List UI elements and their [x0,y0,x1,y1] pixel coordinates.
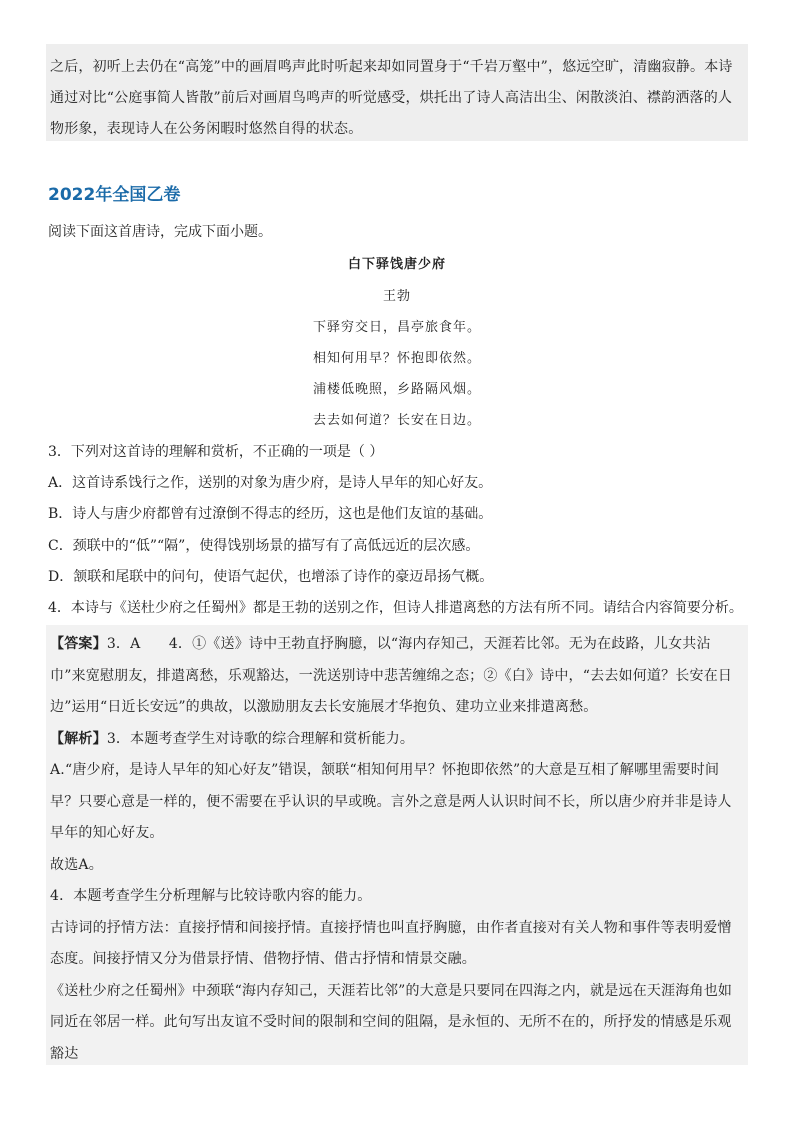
poem-line: 下驿穷交日，昌亭旅食年。 [312,320,481,335]
option-a: A．这首诗系饯行之作，送别的对象为唐少府，是诗人早年的知心好友。 [48,475,493,491]
answer-paragraph [50,629,744,724]
analysis-paragraph: 古诗词的抒情方法：直接抒情和间接抒情。直接抒情也叫直抒胸臆，由作者直接对有关人物和事件等表明爱憎态度。间接抒情又分为借景抒情、借物抒情、借古抒情和情景交融。 [50,919,732,967]
poem-line: 浦楼低晚照，乡路隔风烟。 [312,382,481,397]
previous-analysis-box [46,44,748,141]
answer-label: 【答案】 [50,636,107,652]
question-4-stem: 4．本诗与《送杜少府之任蜀州》都是王勃的送别之作，但诗人排遣离愁的方法有所不同。请结合内容简要分析。 [48,600,743,616]
question-3-stem: 3．下列对这首诗的理解和赏析，不正确的一项是（ ） [48,444,384,460]
analysis-paragraph: A.“唐少府，是诗人早年的知心好友”错误，颔联“相知何用早？怀抱即依然”的大意是互相了解哪里需要时间早？只要心意是一样的，便不需要在乎认识的早或晚。言外之意是两人认识时间不长，所以唐少府并非是诗人早年的知心好友。 [50,762,732,841]
analysis-first-line: 3．本题考查学生对诗歌的综合理解和赏析能力。 [106,730,415,747]
previous-analysis-text: 之后，初听上去仍在“高笼”中的画眉鸣声此时听起来却如同置身于“千岩万壑中”，悠远空旷，清幽寂静。本诗通过对比“公庭事简人皆散”前后对画眉鸟鸣声的听觉感受，烘托出了诗人高洁出尘、闲散淡泊、襟韵洒落的人物形象，表现诗人在公务闲暇时悠然自得的状态。 [50,59,733,137]
answer-analysis-box [46,625,748,1065]
analysis-paragraph: 故选A。 [50,856,103,873]
analysis-paragraph [50,724,744,756]
analysis-label: 【解析】 [50,730,107,747]
option-b: B．诗人与唐少府都曾有过潦倒不得志的经历，这也是他们友谊的基础。 [48,506,493,522]
poem-author: 王勃 [382,289,411,304]
option-d: D．颔联和尾联中的问句，使语气起伏，也增添了诗作的豪迈昂扬气概。 [48,569,494,585]
analysis-paragraph: 《送杜少府之任蜀州》中颈联“海内存知己，天涯若比邻”的大意是只要同在四海之内，就是远在天涯海角也如同近在邻居一样。此句写出友谊不受时间的限制和空间的阻隔，是永恒的、无所不在的，所抒发的情感是乐观豁达 [50,982,733,1062]
poem-line: 相知何用早？怀抱即依然。 [312,351,481,366]
section-title: 2022年全国乙卷 [48,185,181,205]
poem-title: 白下驿饯唐少府 [347,257,446,272]
answer-text: 3．A 4．①《送》诗中王勃直抒胸臆，以“海内存知己，天涯若比邻。无为在歧路，儿女共沾巾”来宽慰朋友，排遣离愁，乐观豁达，一洗送别诗中悲苦缠绵之态；②《白》诗中，“去去如何道？长安在日边”运用“日近长安远”的典故，以激励朋友去长安施展才华抱负、建功立业来排遣离愁。 [50,636,733,715]
instruction-text: 阅读下面这首唐诗，完成下面小题。 [48,224,272,240]
poem-line: 去去如何道？长安在日边。 [312,413,481,428]
option-c: C．颈联中的“低”“隔”，使得饯别场景的描写有了高低远近的层次感。 [48,538,480,554]
analysis-paragraph: 4．本题考查学生分析理解与比较诗歌内容的能力。 [50,888,372,904]
